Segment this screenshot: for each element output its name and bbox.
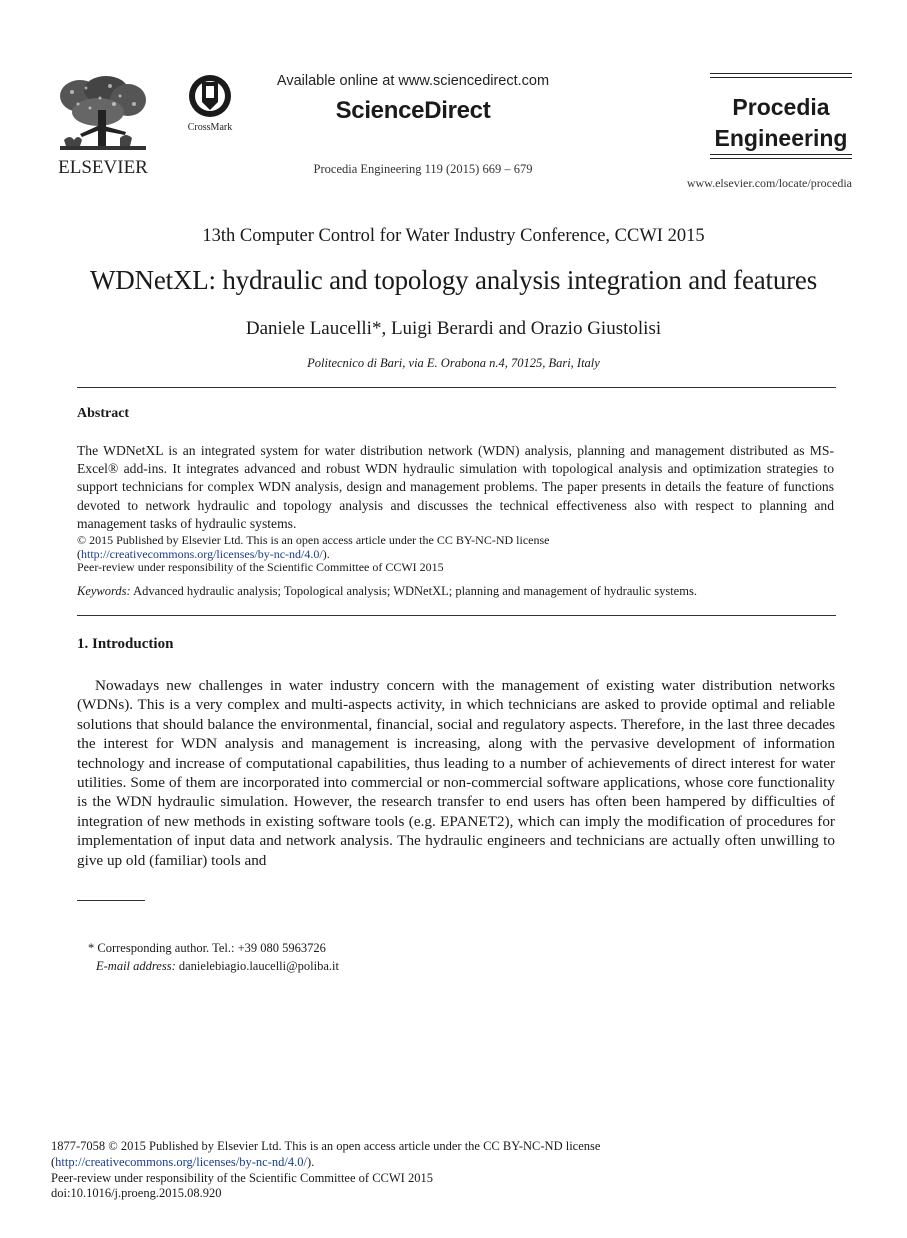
journal-name [710, 92, 852, 154]
conference-name: 13th Computer Control for Water Industry Conference, CCWI 2015 [202, 226, 705, 246]
footer-peer-review: Peer-review under responsibility of the Scientific Committee of CCWI 2015 [51, 1170, 433, 1185]
peer-review-statement: Peer-review under responsibility of the Scientific Committee of CCWI 2015 [77, 560, 444, 574]
elsevier-logo [50, 74, 156, 178]
crossmark-label: CrossMark [187, 122, 233, 133]
footer-license-line: (http://creativecommons.org/licenses/by-nc-nd/4.0/). [51, 1154, 315, 1169]
divider-bottom [77, 615, 836, 616]
journal-rule-bottom [710, 154, 852, 162]
footnote-divider [77, 900, 145, 901]
footer-license-link[interactable]: http://creativecommons.org/licenses/by-nc-nd/4.0/ [55, 1154, 307, 1169]
footer-doi[interactable]: doi:10.1016/j.proeng.2015.08.920 [51, 1186, 222, 1201]
journal-name-line1: Procedia [732, 94, 830, 120]
crossmark-icon [180, 74, 240, 134]
footer-copyright: 1877-7058 © 2015 Published by Elsevier Ltd. This is an open access article under the CC BY-NC-ND license [51, 1139, 601, 1153]
divider-top [77, 387, 836, 388]
section-heading-introduction: 1. Introduction [77, 636, 174, 652]
elsevier-tree-icon [50, 74, 156, 178]
corresponding-author-note: * Corresponding author. Tel.: +39 080 5963726 [88, 941, 326, 955]
email-note [96, 959, 339, 974]
journal-rule-top [710, 73, 852, 81]
introduction-text: Nowadays new challenges in water industry concern with the management of existing water distribution networks (WDNs). This is a very complex and multi-aspects activity, in which technicians are asked to provide optimal and reliable solutions that should balance the environmental, financial, social and regulatory aspects. Therefore, in the last three decades the interest for WDN analysis and management is increasing, along with the pervasive development of information technology and increase of computational capabilities, thus leading to a number of achievements of direct interest for water utilities. Some of them are incorporated into commercial or non-commercial software applications, whose core functionality is the WDN hydraulic simulation. However, the research transfer to end users has often been hampered by difficulties of integration of new methods in existing software tools (e.g. EPANET2), which can imply the modification of procedures for implementation of input data and network analysis. The hydraulic engineers and technicians are actually often unwilling to give up old (familiar) tools and [77, 677, 835, 869]
abstract-heading: Abstract [77, 406, 130, 421]
email-address[interactable]: danielebiagio.laucelli@poliba.it [175, 959, 339, 973]
journal-reference: Procedia Engineering 119 (2015) 669 – 679 [313, 162, 533, 176]
license-statement: © 2015 Published by Elsevier Ltd. This is an open access article under the CC BY-NC-ND license [77, 533, 550, 547]
keywords-label: Keywords: [77, 584, 131, 598]
paper-title: WDNetXL: hydraulic and topology analysis integration and features [89, 265, 818, 295]
license-link-line: (http://creativecommons.org/licenses/by-nc-nd/4.0/). [77, 546, 330, 561]
available-online-text: Available online at www.sciencedirect.com [276, 73, 550, 89]
author-list: Daniele Laucelli*, Luigi Berardi and Orazio Giustolisi [245, 318, 662, 339]
affiliation: Politecnico di Bari, via E. Orabona n.4, 70125, Bari, Italy [307, 356, 600, 370]
abstract-text: The WDNetXL is an integrated system for water distribution network (WDN) analysis, planning and management distributed as MS-Excel® add-ins. It integrates advanced and robust WDN hydraulic simulation with topological analysis and optimization strategies to support technicians for complex WDN analysis, design and management problems. The paper presents in details the feature of functions devoted to network hydraulic and topology analysis and discusses the technical effectiveness also with respect to planning and management tasks of hydraulic systems. [77, 443, 834, 531]
email-label: E-mail address: [96, 959, 176, 973]
license-link[interactable]: http://creativecommons.org/licenses/by-nc-nd/4.0/ [81, 546, 323, 561]
crossmark-badge[interactable] [180, 74, 240, 134]
page-footer [51, 1139, 751, 1202]
journal-url[interactable]: www.elsevier.com/locate/procedia [686, 176, 852, 190]
license-block [77, 534, 777, 575]
keywords-list: Advanced hydraulic analysis; Topological analysis; WDNetXL; planning and management of hydraulic systems. [130, 584, 697, 598]
journal-name-line2: Engineering [714, 125, 848, 151]
sciencedirect-brand[interactable]: ScienceDirect [335, 97, 491, 124]
keywords [77, 584, 837, 599]
elsevier-wordmark: ELSEVIER [58, 157, 148, 178]
